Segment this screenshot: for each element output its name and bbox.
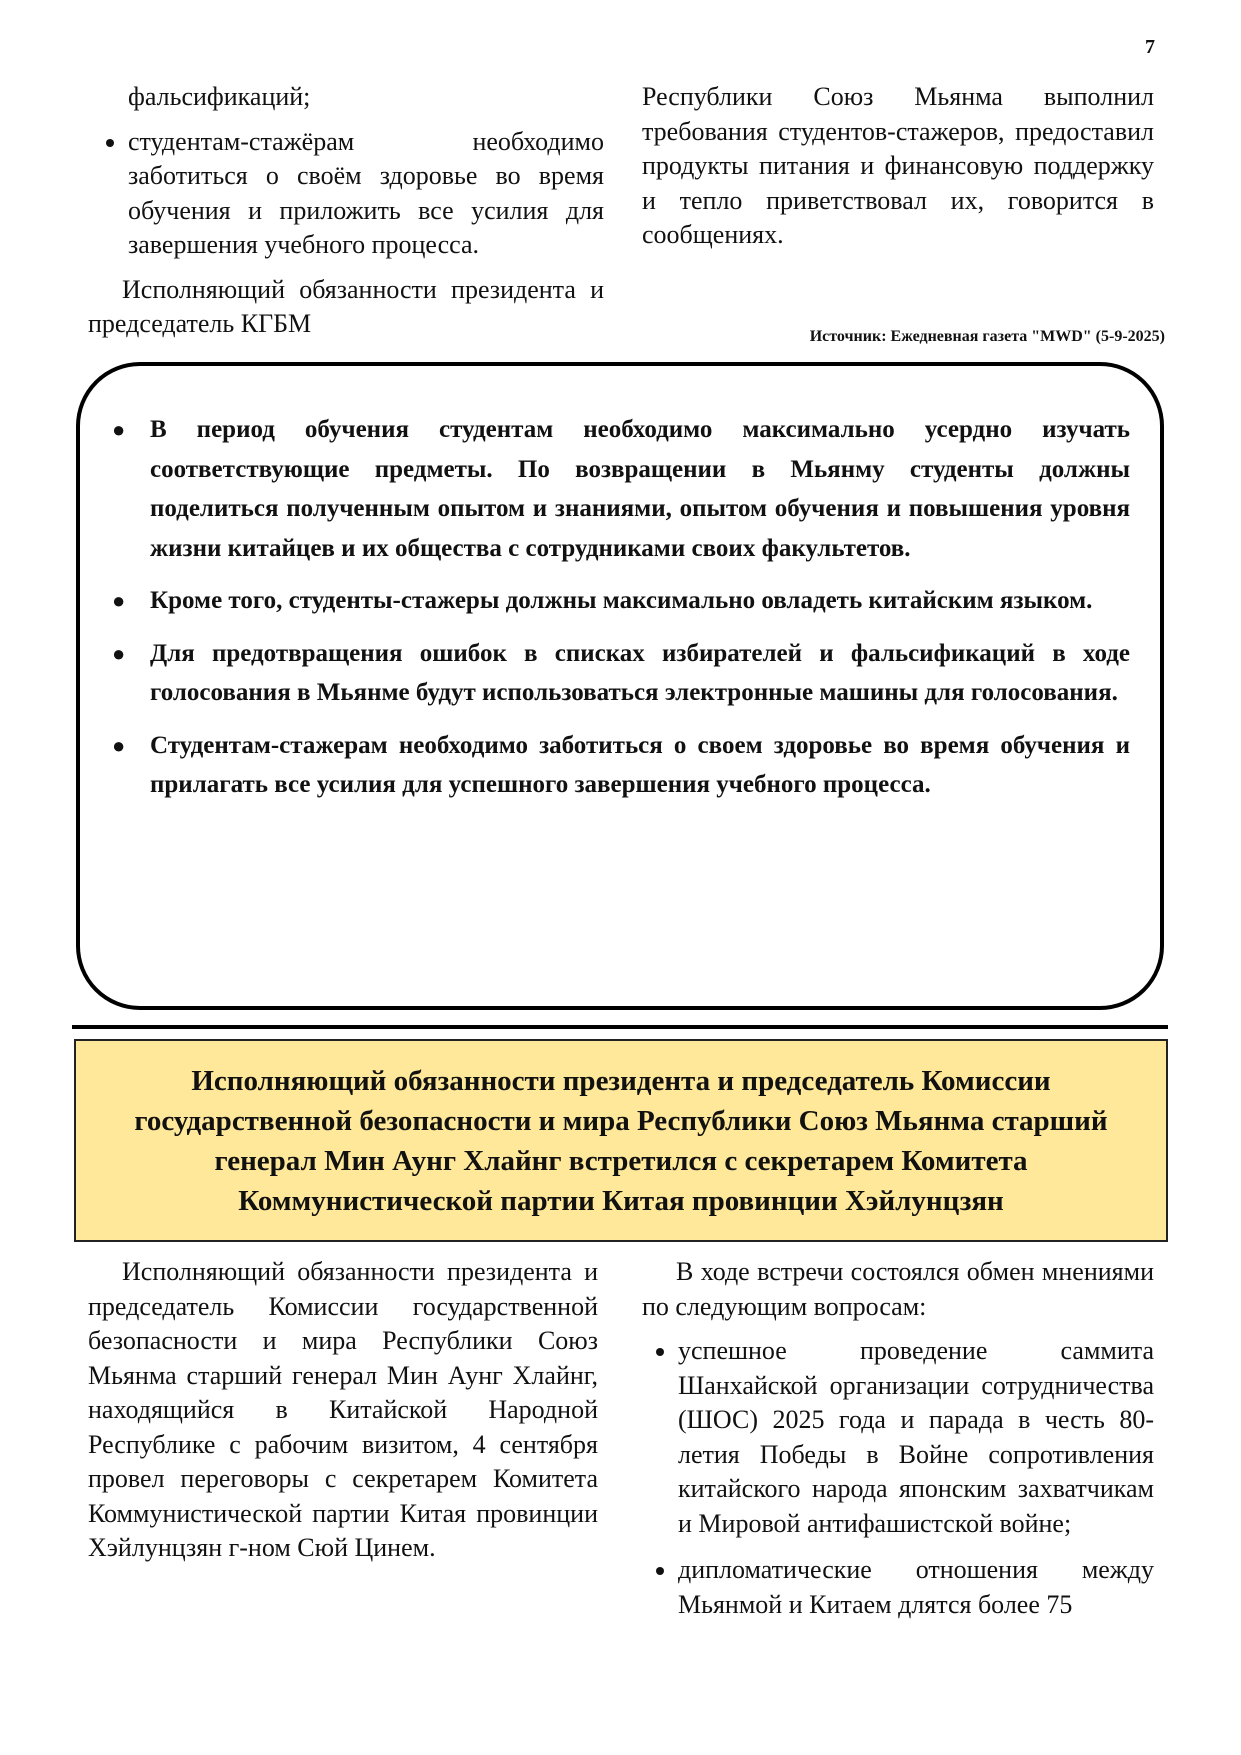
paragraph: В ходе встречи состоялся обмен мнениями по следующим вопросам:	[642, 1257, 1154, 1321]
list-item: • студентам-стажёрам необходимо заботиться о своём здоровье во время обучения и приложить все усилия для завершения учебного процесса.	[128, 125, 604, 263]
highlight-item: ● Кроме того, студенты-стажеры должны максимально овладеть китайским языком.	[150, 581, 1130, 621]
top-left-bullet-list	[88, 125, 604, 263]
top-right-column	[642, 80, 1154, 253]
bottom-right-column	[642, 1255, 1154, 1622]
bottom-right-bullet-list	[642, 1334, 1154, 1622]
list-item: • успешное проведение саммита Шанхайской организации сотрудничества (ШОС) 2025 года и парада в честь 80-летия Победы в Войне сопротивления китайского народа японским захватчикам и Мировой антифашистской войне;	[678, 1334, 1154, 1541]
highlight-item: ● Для предотвращения ошибок в списках избирателей и фальсификаций в ходе голосования в Мьянме будут использоваться электронные машины для голосования.	[150, 634, 1130, 713]
highlight-item: ● Студентам-стажерам необходимо заботиться о своем здоровье во время обучения и прилагать все усилия для успешного завершения учебного процесса.	[150, 726, 1130, 805]
bullet-icon: ●	[112, 732, 126, 758]
bullet-icon: ●	[112, 588, 126, 613]
highlight-list	[112, 410, 1130, 818]
section-divider	[72, 1025, 1168, 1029]
page-number: 7	[1145, 36, 1155, 58]
highlight-item: ● В период обучения студентам необходимо максимально усердно изучать соответствующие предметы. По возвращении в Мьянму студенты должны поделиться полученным опытом и знаниями, опытом обучения и повышения уровня жизни китайцев и их общества с сотрудниками своих факультетов.	[150, 410, 1130, 568]
paragraph: Исполняющий обязанности президента и председатель КГБМ	[88, 274, 604, 338]
paragraph: Республики Союз Мьянма выполнил требования студентов-стажеров, предоставил продукты питания и финансовую поддержку и тепло приветствовал их, говорится в сообщениях.	[642, 82, 1154, 249]
bullet-icon: ●	[112, 417, 126, 442]
paragraph: Исполняющий обязанности президента и председатель Комиссии государственной безопасности и мира Республики Союз Мьянма старший генерал Мин Аунг Хлайнг, находящийся в Китайской Народной Республике с рабочим визитом, 4 сентября провел переговоры с секретарем Комитета Коммунистической партии Китая провинции Хэйлунцзян г-ном Сюй Цинем.	[88, 1257, 598, 1562]
top-left-column	[88, 80, 604, 342]
bottom-left-column	[88, 1255, 598, 1566]
continued-line: фальсификаций;	[128, 82, 311, 111]
highlight-box	[76, 362, 1164, 1010]
article-headline: Исполняющий обязанности президента и председатель Комиссии государственной безопасности и мира Республики Союз Мьянма старший генерал Мин Аунг Хлайнг встретился с секретарем Комитета Коммунистической партии Китая провинции Хэйлунцзян	[74, 1039, 1168, 1242]
list-item: • дипломатические отношения между Мьянмой и Китаем длятся более 75	[678, 1553, 1154, 1622]
source-citation: Источник: Ежедневная газета "MWD" (5-9-2025)	[809, 328, 1165, 345]
bullet-icon: ●	[112, 640, 126, 666]
